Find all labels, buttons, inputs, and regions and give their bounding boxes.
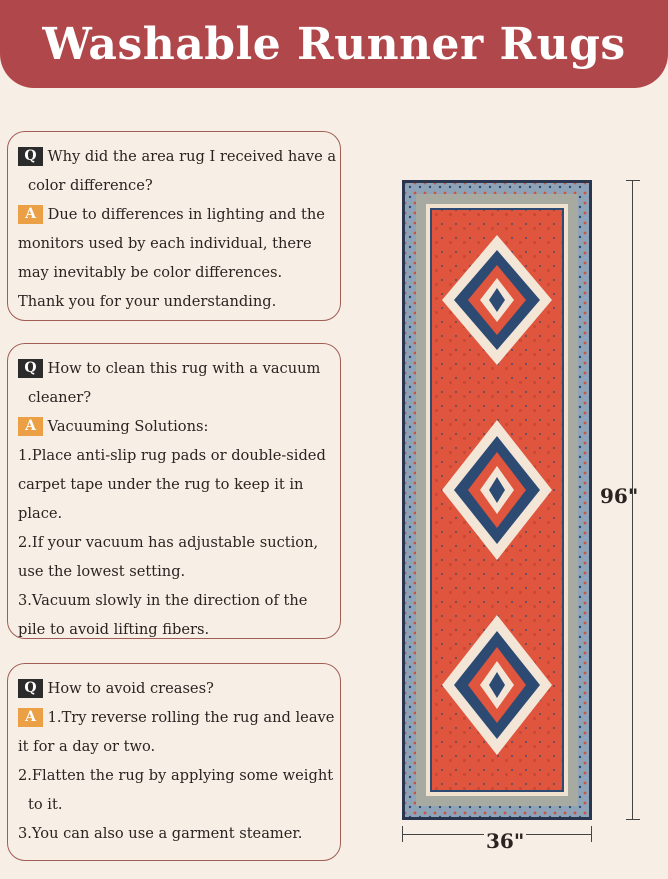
answer-line: 3.Vacuum slowly in the direction of the (18, 592, 308, 609)
answer-line: 2.If your vacuum has adjustable suction, (18, 534, 319, 551)
answer-tag: A (18, 708, 43, 727)
answer-line: use the lowest setting. (18, 563, 186, 580)
width-label: 36" (486, 829, 525, 853)
question-line: Q How to avoid creases? (18, 674, 340, 703)
answer-line: 1.Place anti-slip rug pads or double-sided (18, 447, 326, 464)
answer-line: Thank you for your understanding. (18, 293, 277, 310)
faq-card-creases (7, 663, 341, 861)
answer-line: place. (18, 505, 63, 522)
question-line: Q Why did the area rug I received have a (18, 142, 340, 171)
answer-line: 3.You can also use a garment steamer. (18, 825, 303, 842)
answer-line: carpet tape under the rug to keep it in (18, 476, 304, 493)
question-line: color difference? (28, 177, 153, 194)
answer-line: it for a day or two. (18, 738, 156, 755)
answer-line: 2.Flatten the rug by applying some weight (18, 767, 334, 784)
question-line: cleaner? (28, 389, 92, 406)
title-banner (0, 0, 668, 88)
answer-tag: A (18, 205, 43, 224)
answer-line: A 1.Try reverse rolling the rug and leave (18, 703, 340, 732)
faq-card-color-difference (7, 131, 341, 321)
answer-line: to it. (28, 796, 63, 813)
question-tag: Q (18, 359, 43, 378)
answer-line: A Vacuuming Solutions: (18, 412, 340, 441)
answer-line: monitors used by each individual, there (18, 235, 312, 252)
question-tag: Q (18, 147, 43, 166)
page-title: Washable Runner Rugs (42, 18, 626, 70)
faq-card-vacuum (7, 343, 341, 639)
question-line: Q How to clean this rug with a vacuum (18, 354, 340, 383)
answer-line: pile to avoid lifting fibers. (18, 621, 210, 638)
length-label: 96" (600, 484, 639, 508)
question-tag: Q (18, 679, 43, 698)
answer-line: A Due to differences in lighting and the (18, 200, 340, 229)
answer-line: may inevitably be color differences. (18, 264, 283, 281)
rug-illustration (402, 180, 592, 820)
answer-tag: A (18, 417, 43, 436)
runner-rug-image (402, 180, 592, 820)
